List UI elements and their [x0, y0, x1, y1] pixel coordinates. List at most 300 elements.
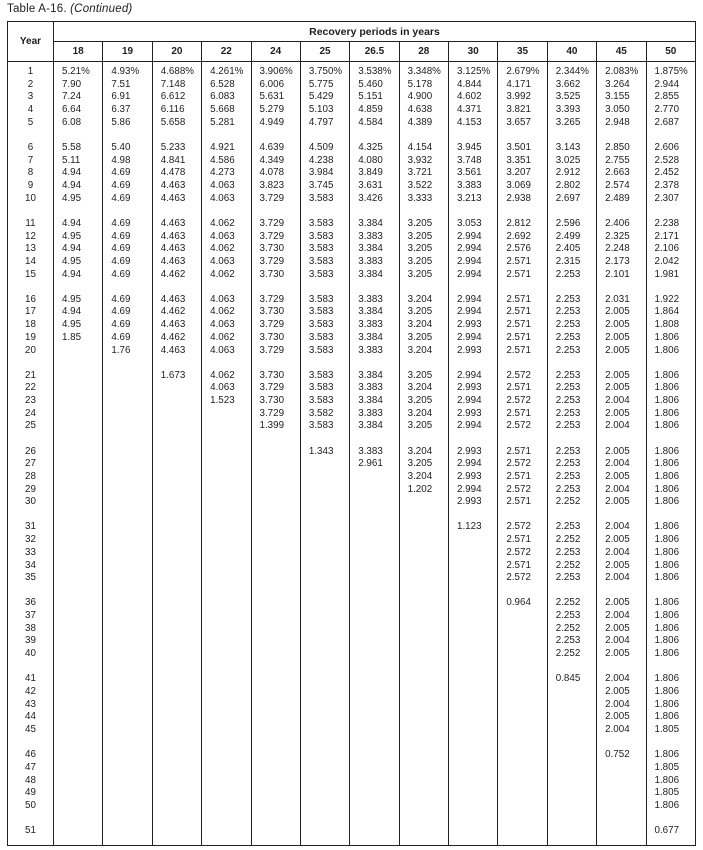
value-cell: 2.004 [597, 395, 646, 408]
spacer-cell [350, 838, 399, 846]
value-cell [597, 800, 646, 813]
table-row [8, 775, 696, 788]
value-cell [152, 446, 201, 459]
spacer-cell [350, 813, 399, 825]
value-cell: 2.994 [449, 256, 498, 269]
value-cell: 2.571 [498, 345, 547, 358]
value-cell: 1.806 [646, 345, 696, 358]
value-cell: 1.123 [449, 521, 498, 534]
value-cell: 2.253 [547, 420, 596, 433]
spacer-cell [646, 737, 696, 749]
value-cell: 2.004 [597, 699, 646, 712]
value-cell [202, 775, 251, 788]
period-column-header: 50 [646, 42, 696, 62]
value-cell [54, 623, 103, 636]
value-cell [54, 408, 103, 421]
table-row [8, 269, 696, 282]
table-row [8, 294, 696, 307]
value-cell: 3.384 [350, 306, 399, 319]
value-cell [498, 610, 547, 623]
value-cell: 1.806 [646, 534, 696, 547]
table-row [8, 458, 696, 471]
value-cell: 0.845 [547, 673, 596, 686]
value-cell: 4.94 [54, 306, 103, 319]
value-cell: 3.583 [300, 231, 349, 244]
value-cell [54, 787, 103, 800]
value-cell: 1.343 [300, 446, 349, 459]
value-cell [54, 521, 103, 534]
value-cell: 2.452 [646, 167, 696, 180]
year-cell: 13 [8, 243, 54, 256]
value-cell: 1.806 [646, 408, 696, 421]
value-cell: 2.687 [646, 117, 696, 130]
value-cell: 2.248 [597, 243, 646, 256]
value-cell [300, 635, 349, 648]
value-cell: 2.994 [449, 484, 498, 497]
value-cell: 5.775 [300, 79, 349, 92]
value-cell [103, 724, 152, 737]
spacer-cell [350, 130, 399, 142]
value-cell [152, 496, 201, 509]
year-cell: 22 [8, 382, 54, 395]
value-cell [54, 496, 103, 509]
value-cell [103, 648, 152, 661]
value-cell [350, 787, 399, 800]
spacer-cell [547, 205, 596, 217]
spacer-cell [646, 281, 696, 293]
value-cell: 4.602 [449, 91, 498, 104]
value-cell [399, 800, 448, 813]
value-cell: 2.571 [498, 560, 547, 573]
spacer-cell [152, 585, 201, 597]
value-cell: 4.94 [54, 180, 103, 193]
value-cell [54, 560, 103, 573]
value-cell: 4.69 [103, 167, 152, 180]
value-cell: 2.004 [597, 610, 646, 623]
value-cell [399, 623, 448, 636]
value-cell: 4.94 [54, 243, 103, 256]
group-spacer-row [8, 433, 696, 445]
value-cell: 3.205 [399, 256, 448, 269]
spacer-cell [54, 737, 103, 749]
value-cell [449, 635, 498, 648]
spacer-cell [54, 205, 103, 217]
table-row [8, 408, 696, 421]
spacer-cell [152, 737, 201, 749]
value-cell: 2.253 [547, 610, 596, 623]
value-cell: 3.205 [399, 420, 448, 433]
spacer-cell [547, 130, 596, 142]
value-cell: 3.264 [597, 79, 646, 92]
value-cell [449, 686, 498, 699]
spacer-cell [8, 509, 54, 521]
value-cell: 3.729 [251, 218, 300, 231]
value-cell [399, 597, 448, 610]
value-cell: 4.463 [152, 231, 201, 244]
spacer-cell [399, 433, 448, 445]
value-cell [103, 420, 152, 433]
value-cell: 4.078 [251, 167, 300, 180]
value-cell: 3.143 [547, 142, 596, 155]
value-cell: 2.253 [547, 521, 596, 534]
value-cell [449, 623, 498, 636]
period-column-header: 45 [597, 42, 646, 62]
value-cell: 2.083% [597, 66, 646, 79]
table-row [8, 104, 696, 117]
spacer-cell [399, 585, 448, 597]
value-cell: 3.906% [251, 66, 300, 79]
value-cell: 3.662 [547, 79, 596, 92]
value-cell [103, 395, 152, 408]
value-cell: 2.005 [597, 319, 646, 332]
table-row [8, 382, 696, 395]
value-cell [251, 534, 300, 547]
value-cell [498, 787, 547, 800]
spacer-cell [152, 661, 201, 673]
value-cell [103, 458, 152, 471]
value-cell: 1.806 [646, 623, 696, 636]
value-cell: 4.639 [251, 142, 300, 155]
value-cell: 2.253 [547, 484, 596, 497]
value-cell [300, 699, 349, 712]
value-cell: 4.638 [399, 104, 448, 117]
year-cell: 42 [8, 686, 54, 699]
value-cell [547, 800, 596, 813]
value-cell: 4.69 [103, 180, 152, 193]
value-cell [350, 572, 399, 585]
value-cell [399, 547, 448, 560]
table-row [8, 749, 696, 762]
value-cell: 2.253 [547, 319, 596, 332]
spacer-cell [547, 357, 596, 369]
value-cell [251, 635, 300, 648]
spacer-cell [547, 813, 596, 825]
value-cell [300, 471, 349, 484]
value-cell [152, 623, 201, 636]
value-cell: 6.37 [103, 104, 152, 117]
table-row [8, 762, 696, 775]
spacer-cell [152, 357, 201, 369]
spacer-cell [498, 737, 547, 749]
table-row [8, 420, 696, 433]
value-cell: 2.571 [498, 306, 547, 319]
spacer-cell [350, 737, 399, 749]
value-cell: 2.572 [498, 547, 547, 560]
table-row [8, 193, 696, 206]
value-cell: 4.844 [449, 79, 498, 92]
value-cell: 2.252 [547, 648, 596, 661]
value-cell: 4.921 [202, 142, 251, 155]
value-cell: 3.583 [300, 319, 349, 332]
year-cell: 36 [8, 597, 54, 610]
spacer-cell [251, 838, 300, 846]
spacer-cell [449, 205, 498, 217]
year-cell: 3 [8, 91, 54, 104]
value-cell [350, 597, 399, 610]
value-cell: 4.69 [103, 218, 152, 231]
year-cell: 27 [8, 458, 54, 471]
spacer-cell [300, 357, 349, 369]
value-cell: 1.85 [54, 332, 103, 345]
spacer-cell [152, 813, 201, 825]
value-cell: 2.005 [597, 471, 646, 484]
value-cell [547, 711, 596, 724]
year-cell: 37 [8, 610, 54, 623]
year-cell: 47 [8, 762, 54, 775]
value-cell [251, 521, 300, 534]
value-cell: 5.668 [202, 104, 251, 117]
value-cell [202, 534, 251, 547]
year-cell: 6 [8, 142, 54, 155]
value-cell: 2.005 [597, 332, 646, 345]
table-row [8, 231, 696, 244]
value-cell: 2.005 [597, 686, 646, 699]
value-cell: 2.253 [547, 547, 596, 560]
value-cell: 3.583 [300, 395, 349, 408]
value-cell: 3.050 [597, 104, 646, 117]
spacer-cell [202, 585, 251, 597]
value-cell: 2.489 [597, 193, 646, 206]
value-cell: 4.463 [152, 294, 201, 307]
value-cell: 1.806 [646, 420, 696, 433]
value-cell: 3.945 [449, 142, 498, 155]
value-cell [152, 597, 201, 610]
value-cell: 5.103 [300, 104, 349, 117]
value-cell: 6.116 [152, 104, 201, 117]
value-cell [152, 749, 201, 762]
value-cell [251, 446, 300, 459]
value-cell: 3.984 [300, 167, 349, 180]
value-cell [300, 496, 349, 509]
value-cell: 2.571 [498, 496, 547, 509]
value-cell: 2.994 [449, 420, 498, 433]
spacer-cell [202, 205, 251, 217]
spacer-cell [103, 737, 152, 749]
value-cell: 0.752 [597, 749, 646, 762]
value-cell [251, 572, 300, 585]
value-cell [300, 711, 349, 724]
year-cell: 2 [8, 79, 54, 92]
value-cell [54, 699, 103, 712]
period-column-header: 18 [54, 42, 103, 62]
value-cell: 1.806 [646, 458, 696, 471]
year-cell: 8 [8, 167, 54, 180]
value-cell: 4.463 [152, 193, 201, 206]
year-cell: 31 [8, 521, 54, 534]
value-cell [449, 787, 498, 800]
spacer-cell [449, 737, 498, 749]
value-cell: 2.499 [547, 231, 596, 244]
value-cell: 2.679% [498, 66, 547, 79]
spacer-cell [202, 661, 251, 673]
value-cell: 3.155 [597, 91, 646, 104]
value-cell: 2.571 [498, 269, 547, 282]
value-cell [498, 749, 547, 762]
value-cell: 3.729 [251, 231, 300, 244]
value-cell: 2.004 [597, 572, 646, 585]
spacer-cell [350, 661, 399, 673]
value-cell: 6.006 [251, 79, 300, 92]
value-cell: 3.730 [251, 395, 300, 408]
spacer-cell [449, 661, 498, 673]
value-cell: 3.561 [449, 167, 498, 180]
value-cell: 2.994 [449, 269, 498, 282]
value-cell [54, 648, 103, 661]
spacer-cell [350, 281, 399, 293]
year-cell: 46 [8, 749, 54, 762]
spacer-cell [646, 585, 696, 597]
table-row [8, 534, 696, 547]
value-cell [350, 560, 399, 573]
value-cell: 1.806 [646, 699, 696, 712]
period-column-header: 26.5 [350, 42, 399, 62]
value-cell: 3.821 [498, 104, 547, 117]
value-cell: 1.806 [646, 648, 696, 661]
value-cell: 2.315 [547, 256, 596, 269]
spacer-cell [251, 357, 300, 369]
value-cell [547, 724, 596, 737]
value-cell: 5.58 [54, 142, 103, 155]
value-cell [300, 521, 349, 534]
value-cell: 1.806 [646, 471, 696, 484]
value-cell: 2.005 [597, 370, 646, 383]
value-cell: 6.64 [54, 104, 103, 117]
value-cell [54, 395, 103, 408]
value-cell: 4.063 [202, 319, 251, 332]
value-cell: 2.005 [597, 446, 646, 459]
value-cell: 5.460 [350, 79, 399, 92]
value-cell: 2.770 [646, 104, 696, 117]
value-cell [498, 673, 547, 686]
value-cell [350, 521, 399, 534]
value-cell: 6.083 [202, 91, 251, 104]
table-row [8, 521, 696, 534]
value-cell [399, 825, 448, 838]
value-cell [300, 800, 349, 813]
spacer-cell [449, 585, 498, 597]
value-cell [350, 825, 399, 838]
value-cell: 3.501 [498, 142, 547, 155]
value-cell: 2.993 [449, 319, 498, 332]
value-cell [152, 560, 201, 573]
table-row [8, 66, 696, 79]
value-cell [54, 711, 103, 724]
value-cell: 3.205 [399, 395, 448, 408]
value-cell [103, 610, 152, 623]
value-cell [498, 635, 547, 648]
value-cell [399, 521, 448, 534]
spacer-cell [547, 737, 596, 749]
value-cell: 3.384 [350, 243, 399, 256]
value-cell: 2.571 [498, 446, 547, 459]
value-cell: 4.797 [300, 117, 349, 130]
value-cell: 2.994 [449, 332, 498, 345]
value-cell: 1.981 [646, 269, 696, 282]
spacer-cell [399, 661, 448, 673]
value-cell: 4.94 [54, 167, 103, 180]
value-cell: 2.994 [449, 458, 498, 471]
value-cell [152, 699, 201, 712]
table-row [8, 446, 696, 459]
value-cell [350, 749, 399, 762]
value-cell: 3.729 [251, 345, 300, 358]
spacer-cell [251, 130, 300, 142]
value-cell: 2.571 [498, 471, 547, 484]
value-cell: 3.204 [399, 446, 448, 459]
value-cell [399, 635, 448, 648]
spacer-cell [646, 838, 696, 846]
spacer-cell [300, 205, 349, 217]
value-cell [300, 825, 349, 838]
value-cell: 2.855 [646, 91, 696, 104]
table-row [8, 180, 696, 193]
value-cell [300, 560, 349, 573]
spacer-cell [251, 509, 300, 521]
value-cell: 1.806 [646, 382, 696, 395]
spacer-cell [103, 281, 152, 293]
spacer-cell [399, 813, 448, 825]
value-cell [498, 648, 547, 661]
value-cell: 4.509 [300, 142, 349, 155]
year-cell: 25 [8, 420, 54, 433]
value-cell: 2.004 [597, 547, 646, 560]
value-cell [152, 800, 201, 813]
spacer-cell [547, 585, 596, 597]
value-cell [152, 395, 201, 408]
value-cell [251, 547, 300, 560]
value-cell: 3.932 [399, 155, 448, 168]
year-cell: 43 [8, 699, 54, 712]
value-cell [202, 446, 251, 459]
value-cell: 4.98 [103, 155, 152, 168]
value-cell [202, 825, 251, 838]
value-cell: 4.261% [202, 66, 251, 79]
value-cell: 4.859 [350, 104, 399, 117]
spacer-cell [399, 737, 448, 749]
value-cell [597, 787, 646, 800]
value-cell: 2.344% [547, 66, 596, 79]
value-cell [54, 724, 103, 737]
spacer-cell [449, 281, 498, 293]
value-cell [399, 673, 448, 686]
table-row [8, 345, 696, 358]
value-cell [251, 597, 300, 610]
value-cell [152, 382, 201, 395]
value-cell: 4.586 [202, 155, 251, 168]
value-cell [103, 521, 152, 534]
value-cell: 4.69 [103, 193, 152, 206]
spacer-cell [399, 838, 448, 846]
value-cell: 1.806 [646, 711, 696, 724]
spacer-cell [202, 281, 251, 293]
spacer-cell [300, 737, 349, 749]
year-cell: 32 [8, 534, 54, 547]
spacer-cell [251, 433, 300, 445]
value-cell [103, 699, 152, 712]
value-cell: 1.864 [646, 306, 696, 319]
value-cell [399, 686, 448, 699]
spacer-cell [8, 585, 54, 597]
value-cell: 2.572 [498, 521, 547, 534]
year-cell: 50 [8, 800, 54, 813]
value-cell: 3.583 [300, 306, 349, 319]
value-cell [399, 711, 448, 724]
value-cell: 1.806 [646, 547, 696, 560]
value-cell: 3.583 [300, 294, 349, 307]
value-cell: 2.005 [597, 648, 646, 661]
value-cell: 3.583 [300, 193, 349, 206]
value-cell [300, 648, 349, 661]
